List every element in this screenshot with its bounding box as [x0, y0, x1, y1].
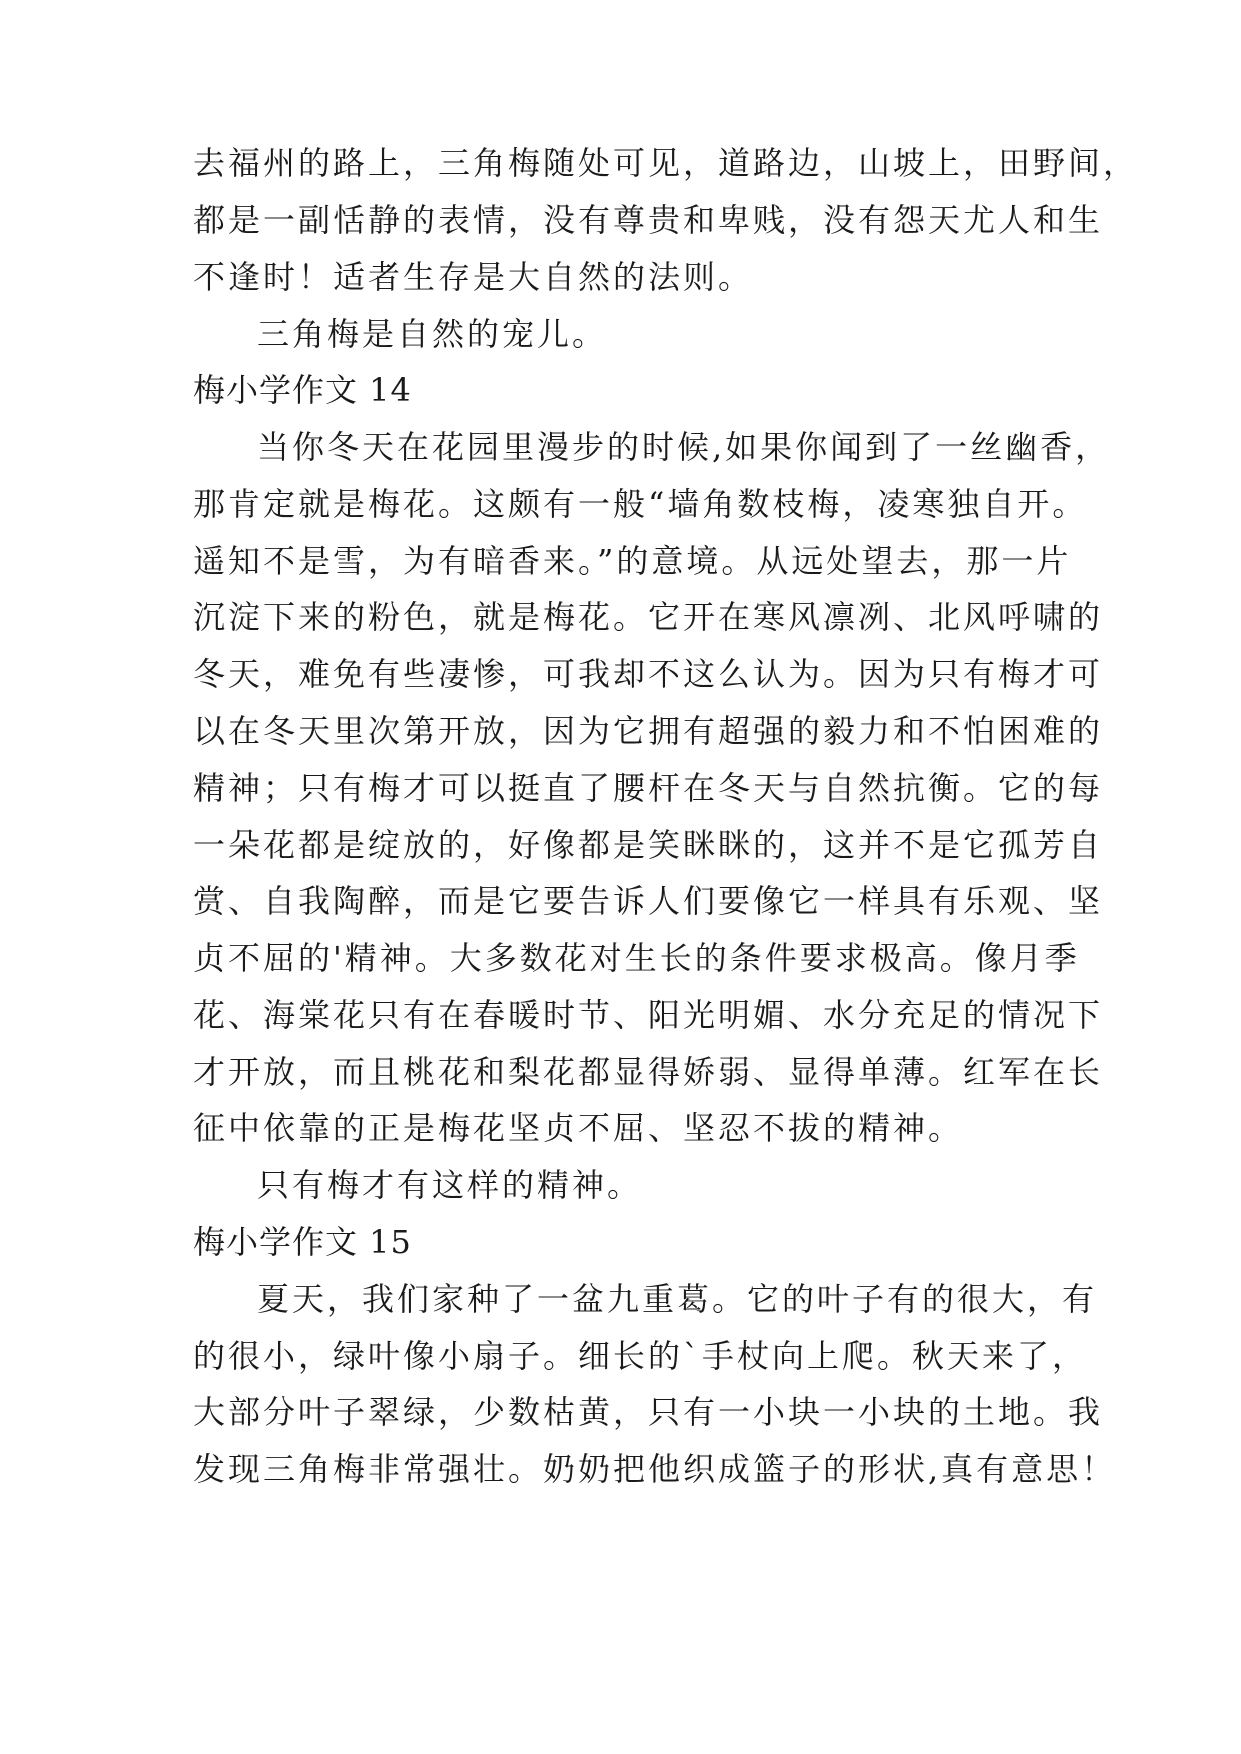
- text-line: 以在冬天里次第开放，因为它拥有超强的毅力和不怕困难的: [193, 712, 1104, 750]
- text-line: 发现三角梅非常强壮。奶奶把他织成篮子的形状,真有意思！: [193, 1450, 1117, 1488]
- text-line: 大部分叶子翠绿，少数枯黄，只有一小块一小块的土地。我: [193, 1393, 1104, 1431]
- text-line: 一朵花都是绽放的，好像都是笑眯眯的，这并不是它孤芳自: [193, 826, 1104, 864]
- text-line: 征中依靠的正是梅花坚贞不屈、坚忍不拔的精神。: [193, 1109, 964, 1147]
- text-line: 花、海棠花只有在春暖时节、阳光明媚、水分充足的情况下: [193, 996, 1104, 1034]
- text-line: 遥知不是雪，为有暗香来。”的意境。从远处望去，那一片: [193, 542, 1072, 580]
- text-line: 夏天，我们家种了一盆九重葛。它的叶子有的很大，有: [257, 1280, 1098, 1318]
- text-line: 贞不屈的'精神。大多数花对生长的条件要求极高。像月季: [193, 939, 1080, 977]
- text-line: 那肯定就是梅花。这颇有一般“墙角数枝梅，凌寒独自开。: [193, 485, 1088, 523]
- closing-line: 只有梅才有这样的精神。: [257, 1166, 643, 1204]
- text-line: 冬天，难免有些凄惨，可我却不这么认为。因为只有梅才可: [193, 655, 1104, 693]
- section-heading: 梅小学作文 14: [193, 371, 412, 409]
- text-line: 不逢时！适者生存是大自然的法则。: [193, 258, 754, 296]
- closing-line: 三角梅是自然的宠儿。: [257, 315, 608, 353]
- text-line: 的很小，绿叶像小扇子。细长的`手杖向上爬。秋天来了，: [193, 1337, 1088, 1375]
- text-line: 才开放，而且桃花和梨花都显得娇弱、显得单薄。红军在长: [193, 1053, 1104, 1091]
- text-line: 当你冬天在花园里漫步的时候,如果你闻到了一丝幽香，: [257, 428, 1111, 466]
- text-line: 赏、自我陶醉，而是它要告诉人们要像它一样具有乐观、坚: [193, 882, 1104, 920]
- text-line: 精神；只有梅才可以挺直了腰杆在冬天与自然抗衡。它的每: [193, 769, 1104, 807]
- text-line: 沉淀下来的粉色，就是梅花。它开在寒风凛冽、北风呼啸的: [193, 598, 1104, 636]
- section-heading: 梅小学作文 15: [193, 1223, 412, 1261]
- text-line: 去福州的路上，三角梅随处可见，道路边，山坡上，田野间，: [193, 144, 1139, 182]
- text-line: 都是一副恬静的表情，没有尊贵和卑贱，没有怨天尤人和生: [193, 201, 1104, 239]
